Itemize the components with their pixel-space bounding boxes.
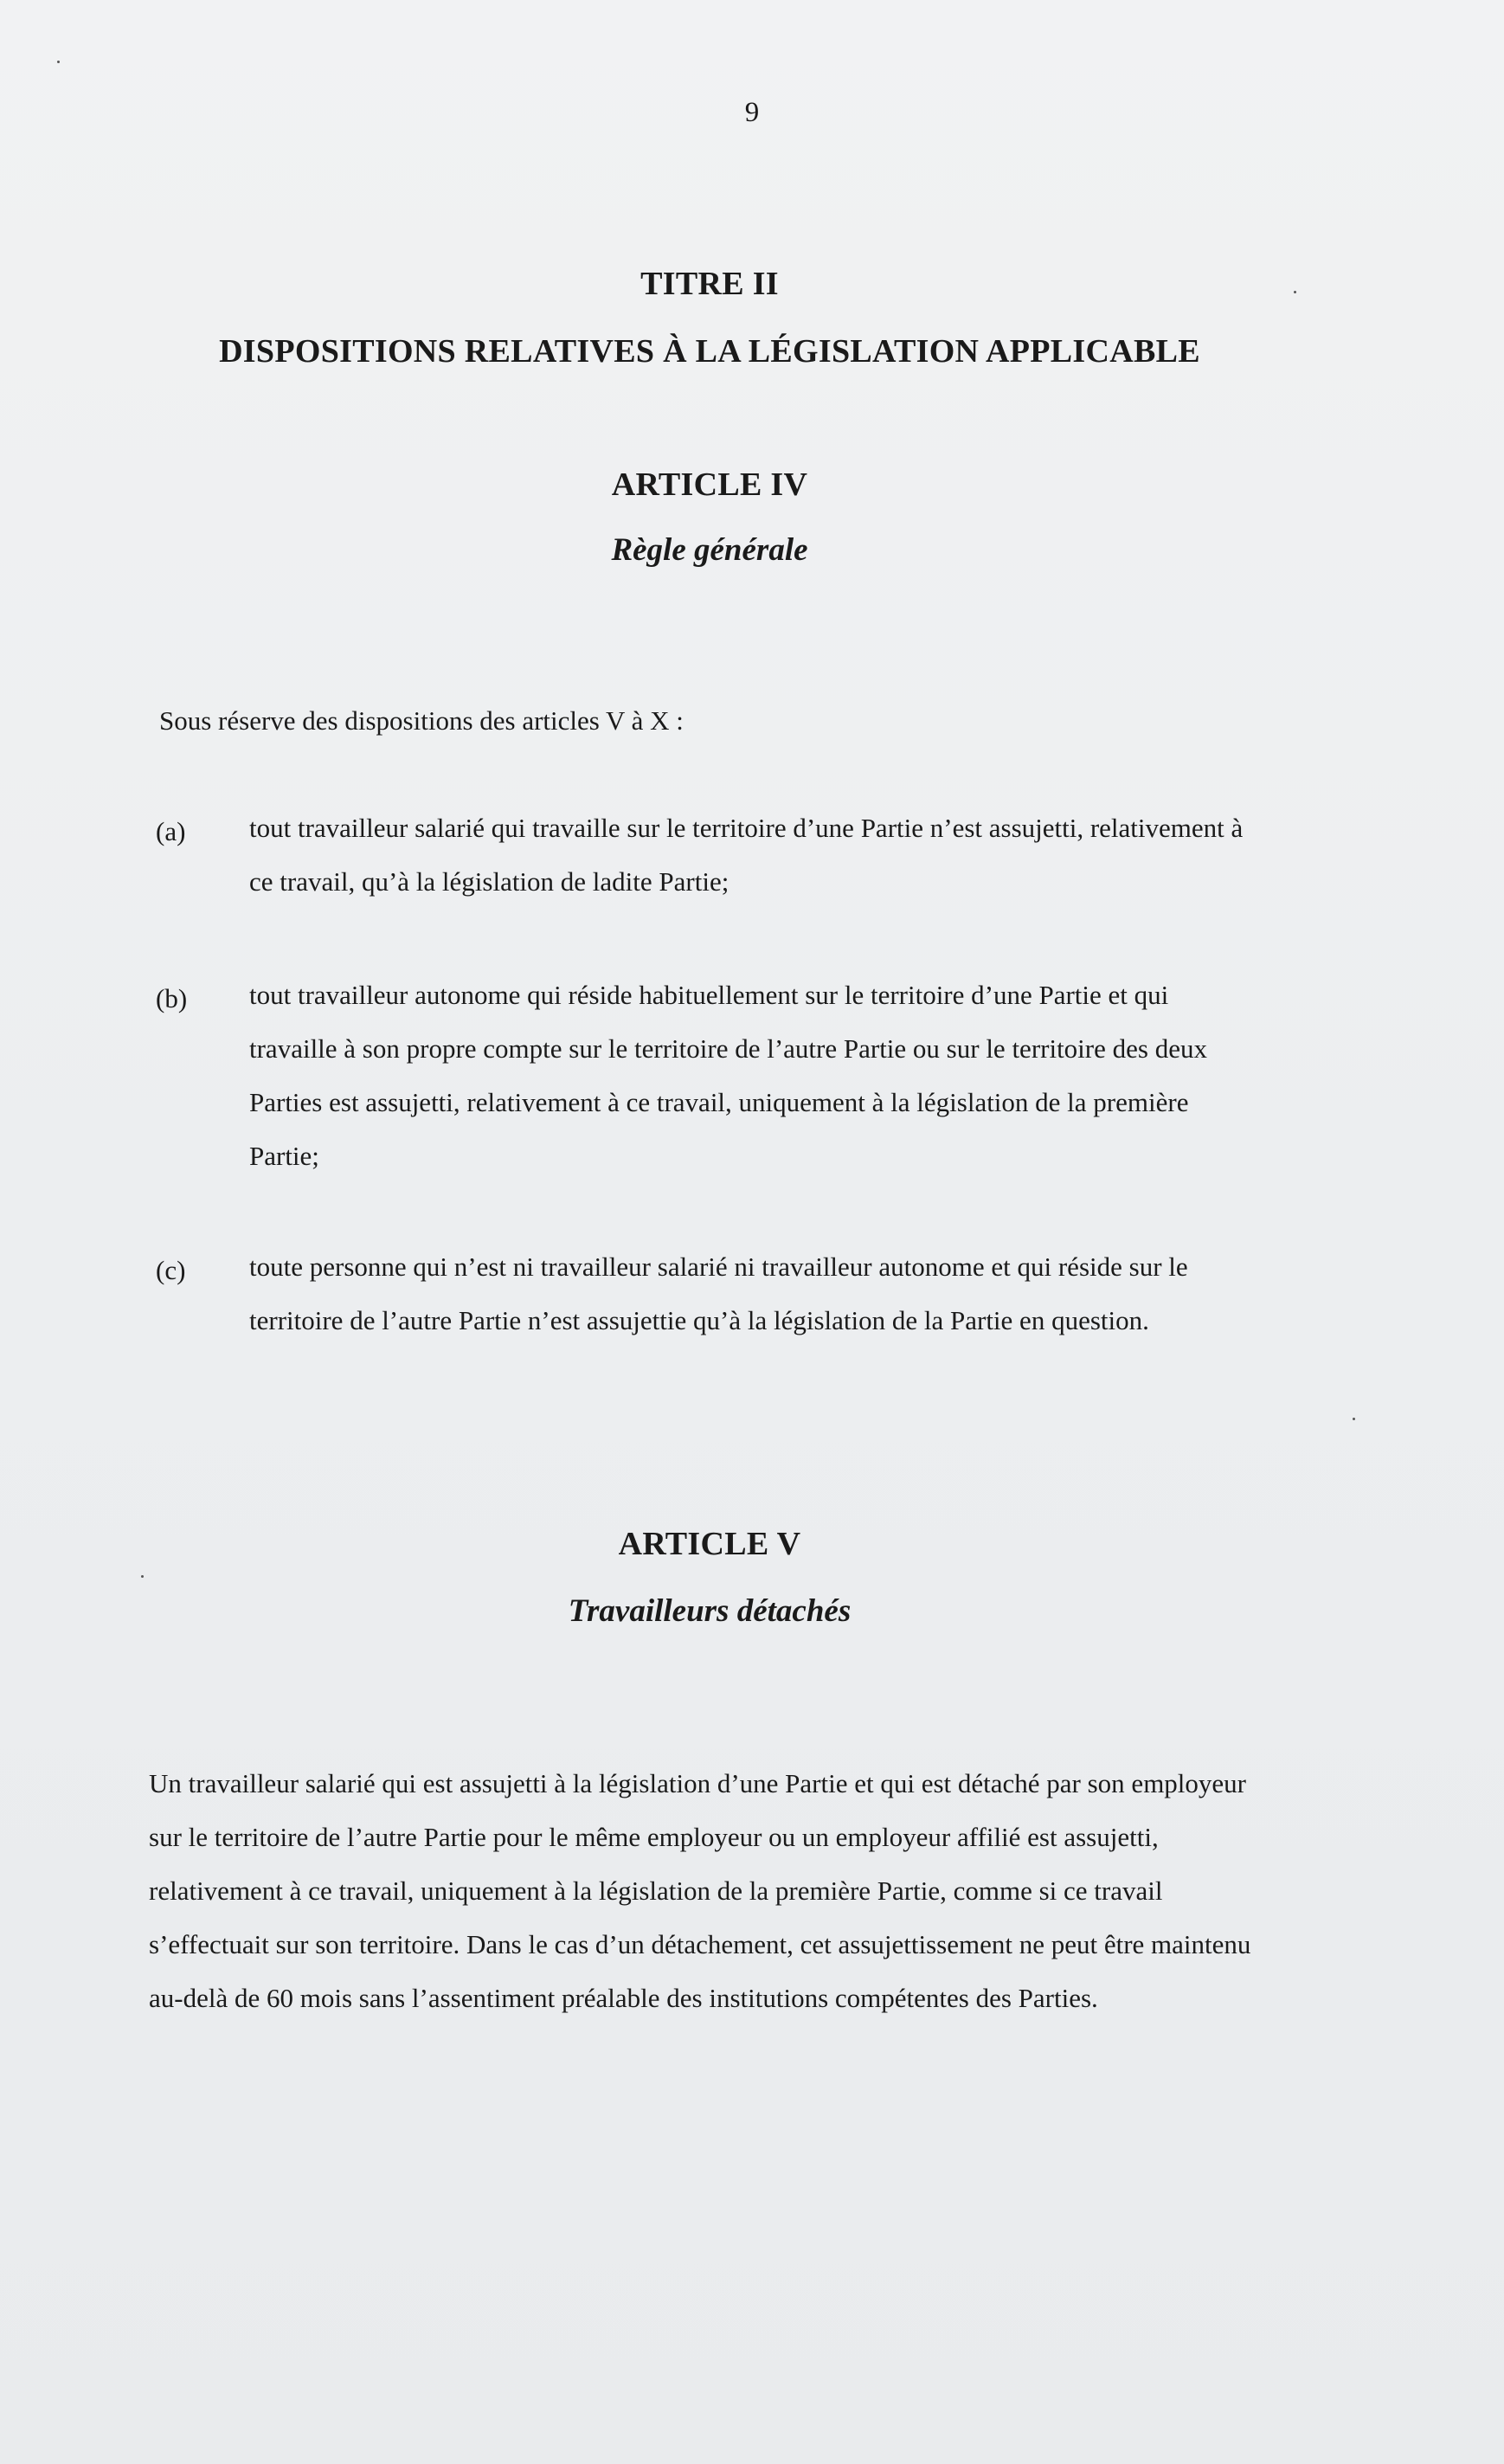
item-label-c: (c)	[156, 1255, 186, 1285]
titre-subtitle: DISPOSITIONS RELATIVES À LA LÉGISLATION APPLICABLE	[219, 333, 1200, 370]
page-number: 9	[744, 97, 760, 128]
scan-speck	[1294, 291, 1296, 293]
article-iv-heading: ARTICLE IV	[611, 466, 808, 503]
item-text-a: tout travailleur salarié qui travaille sur le territoire d’une Partie n’est assujetti, relativement à ce travail, qu’à la législation de ladite Partie;	[249, 813, 1244, 897]
item-text-b: tout travailleur autonome qui réside habituellement sur le territoire d’une Partie et qui travaille à son propre compte sur le territoire de l’autre Partie ou sur le territoire des deux Parties est assujetti, relativement à ce travail, uniquement à la législation de la première Partie;	[249, 980, 1207, 1171]
item-text-c: toute personne qui n’est ni travailleur salarié ni travailleur autonome et qui réside sur le territoire de l’autre Partie n’est assujettie qu’à la législation de la Partie en question.	[249, 1251, 1188, 1335]
item-label-b: (b)	[156, 983, 188, 1013]
scan-speck	[141, 1575, 144, 1578]
scan-speck	[57, 61, 60, 63]
scan-speck	[1353, 1418, 1355, 1420]
article-iv-subheading: Règle générale	[611, 532, 808, 568]
article-v-subheading: Travailleurs détachés	[568, 1593, 852, 1629]
article-iv-intro: Sous réserve des dispositions des articles V à X :	[159, 705, 684, 736]
article-v-heading: ARTICLE V	[618, 1526, 801, 1562]
article-v-body: Un travailleur salarié qui est assujetti à la législation d’une Partie et qui est détaché par son employeur sur le territoire de l’autre Partie pour le même employeur ou un employeur affilié est assujetti, relativement à ce travail, uniquement à la législation de la première Partie, comme si ce travail s’effectuait sur son territoire. Dans le cas d’un détachement, cet assujettissement ne peut être maintenu au-delà de 60 mois sans l’assentiment préalable des institutions compétentes des Parties.	[149, 1768, 1251, 2013]
item-label-a: (a)	[156, 816, 186, 846]
titre-title: TITRE II	[640, 266, 779, 302]
